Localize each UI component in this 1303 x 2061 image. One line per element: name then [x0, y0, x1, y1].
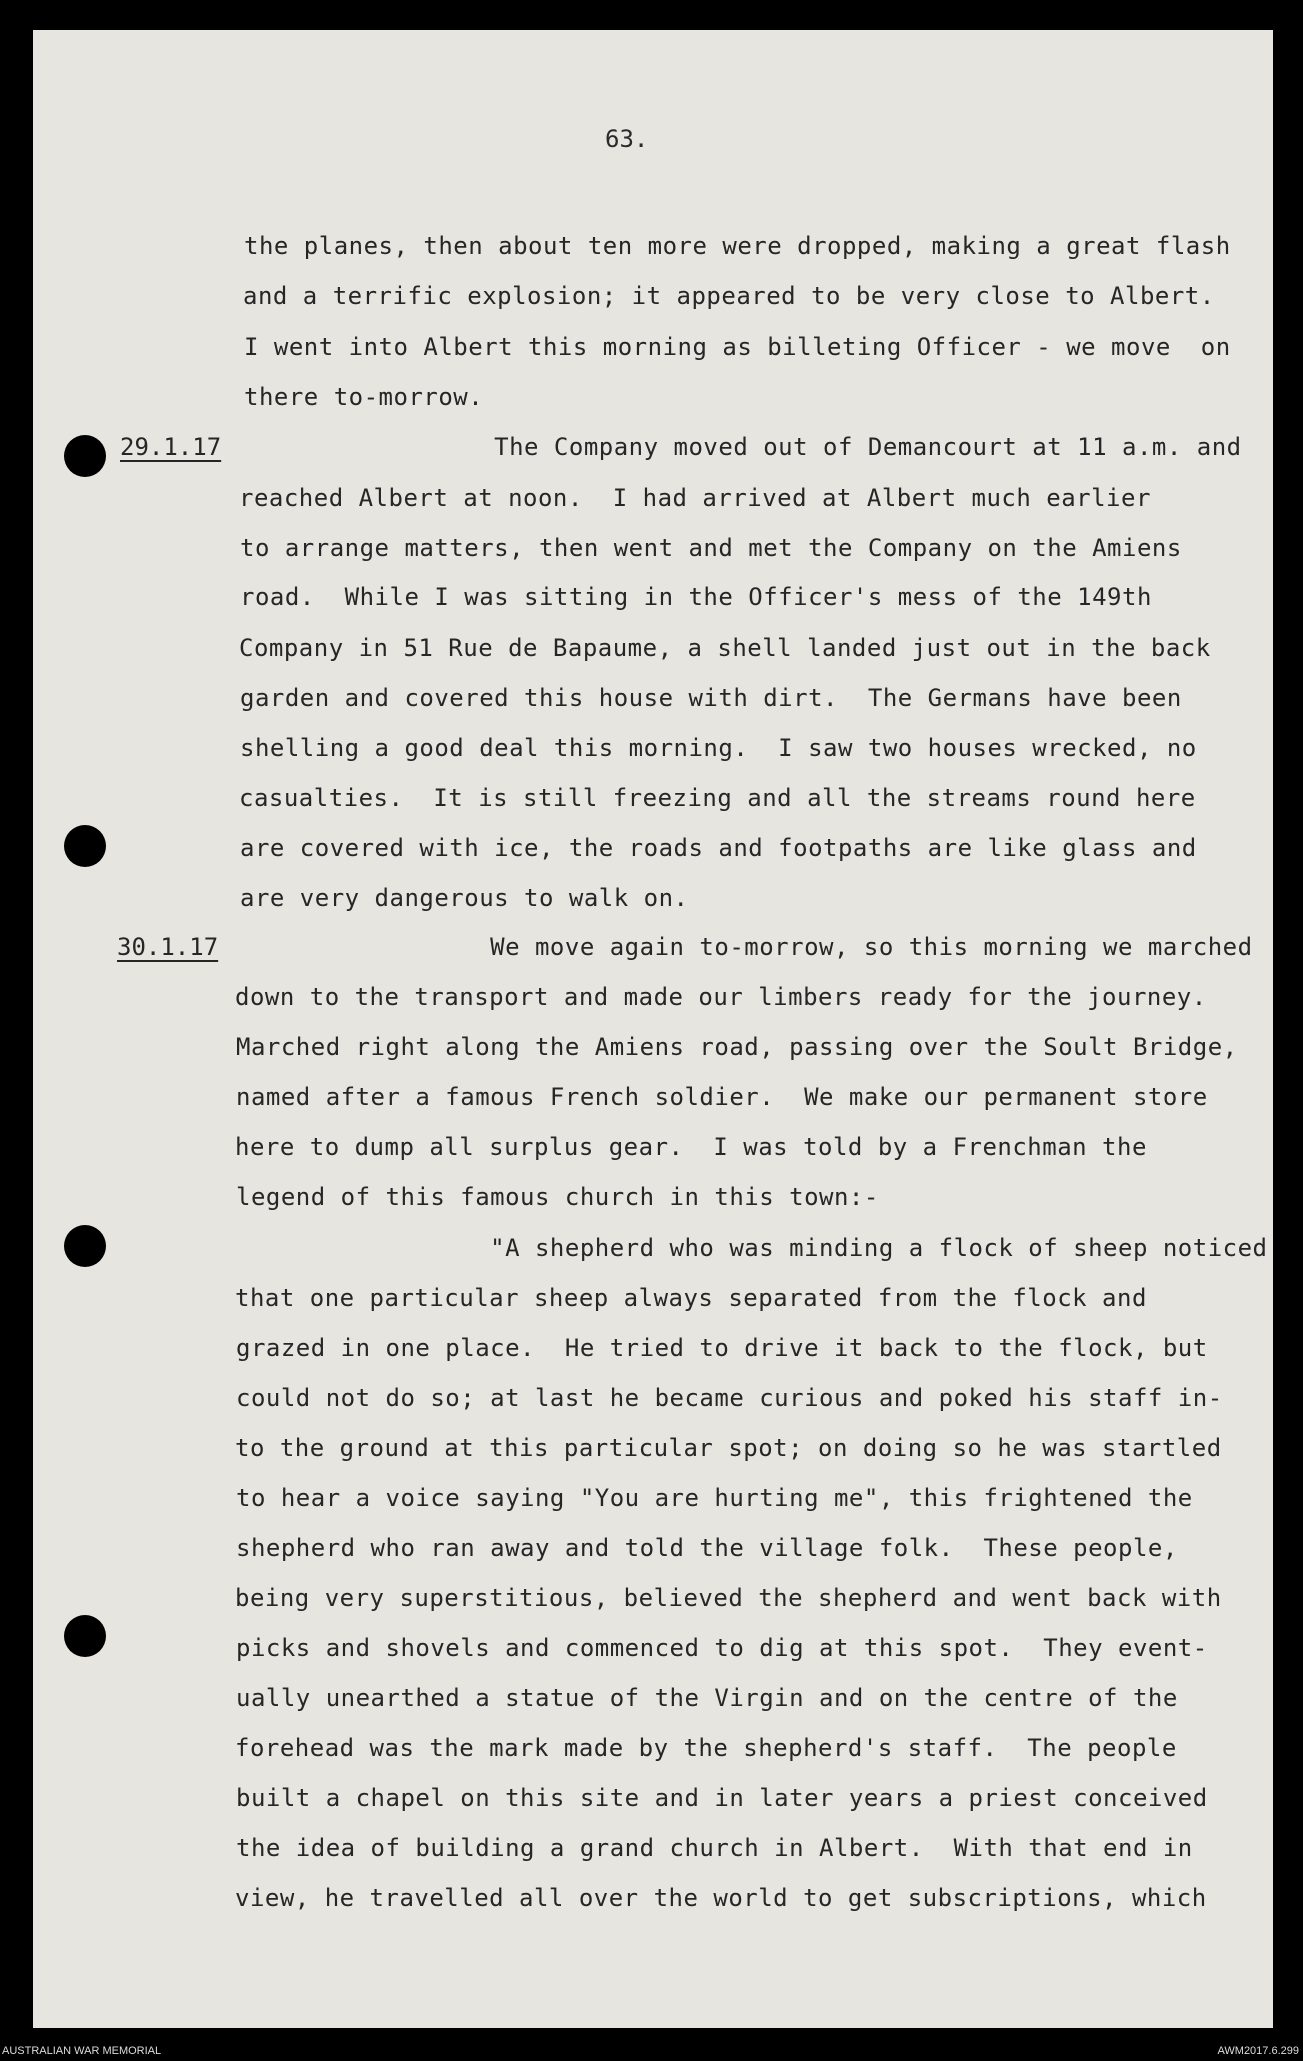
text-line: shelling a good deal this morning. I saw two houses wrecked, no	[240, 734, 1197, 762]
text-line: Company in 51 Rue de Bapaume, a shell landed just out in the back	[239, 634, 1211, 662]
text-line: legend of this famous church in this town:-	[236, 1183, 879, 1211]
punch-hole	[64, 1615, 106, 1657]
text-line: reached Albert at noon. I had arrived at Albert much earlier	[239, 484, 1151, 512]
text-line: shepherd who ran away and told the village folk. These people,	[236, 1534, 1178, 1562]
text-line: road. While I was sitting in the Officer's mess of the 149th	[240, 583, 1152, 611]
text-line: being very superstitious, believed the shepherd and went back with	[235, 1584, 1222, 1612]
text-line: there to-morrow.	[244, 383, 484, 411]
footer-reference: AWM2017.6.299	[1217, 2045, 1299, 2057]
document-page	[33, 30, 1273, 2028]
text-line: grazed in one place. He tried to drive it back to the flock, but	[236, 1334, 1208, 1362]
text-line: to the ground at this particular spot; on doing so he was startled	[235, 1434, 1222, 1462]
text-line: to arrange matters, then went and met the Company on the Amiens	[240, 534, 1182, 562]
text-line: ually unearthed a statue of the Virgin and on the centre of the	[236, 1684, 1178, 1712]
text-line: to hear a voice saying "You are hurting me", this frightened the	[236, 1484, 1193, 1512]
text-line: We move again to-morrow, so this morning we marched	[236, 933, 1253, 961]
text-line: garden and covered this house with dirt. The Germans have been	[240, 684, 1182, 712]
punch-hole	[64, 1225, 106, 1267]
footer-archive-name: AUSTRALIAN WAR MEMORIAL	[2, 2045, 162, 2057]
text-line: casualties. It is still freezing and all the streams round here	[239, 784, 1196, 812]
text-line: Marched right along the Amiens road, passing over the Soult Bridge,	[236, 1033, 1238, 1061]
punch-hole	[64, 435, 106, 477]
entry-date: 30.1.17	[117, 933, 219, 961]
text-line: the idea of building a grand church in Albert. With that end in	[236, 1834, 1193, 1862]
text-line: are covered with ice, the roads and footpaths are like glass and	[240, 834, 1197, 862]
text-line: The Company moved out of Demancourt at 11 a.m. and	[240, 433, 1242, 461]
entry-date: 29.1.17	[120, 433, 222, 461]
text-line: here to dump all surplus gear. I was told by a Frenchman the	[235, 1133, 1147, 1161]
text-line: picks and shovels and commenced to dig at this spot. They event-	[236, 1634, 1208, 1662]
text-line: could not do so; at last he became curious and poked his staff in-	[236, 1384, 1223, 1412]
page-number: 63.	[605, 125, 649, 153]
text-line: view, he travelled all over the world to get subscriptions, which	[235, 1884, 1207, 1912]
text-line: that one particular sheep always separated from the flock and	[235, 1284, 1147, 1312]
text-line: forehead was the mark made by the shepherd's staff. The people	[235, 1734, 1177, 1762]
text-line: named after a famous French soldier. We make our permanent store	[236, 1083, 1208, 1111]
text-line: built a chapel on this site and in later years a priest conceived	[236, 1784, 1208, 1812]
text-line: and a terrific explosion; it appeared to be very close to Albert.	[243, 282, 1215, 310]
punch-hole	[64, 825, 106, 867]
text-line: down to the transport and made our limbers ready for the journey.	[235, 983, 1207, 1011]
text-line: I went into Albert this morning as billeting Officer - we move on	[244, 333, 1231, 361]
text-line: "A shepherd who was minding a flock of sheep noticed	[236, 1234, 1268, 1262]
text-line: the planes, then about ten more were dropped, making a great flash	[244, 232, 1231, 260]
text-line: are very dangerous to walk on.	[240, 884, 689, 912]
